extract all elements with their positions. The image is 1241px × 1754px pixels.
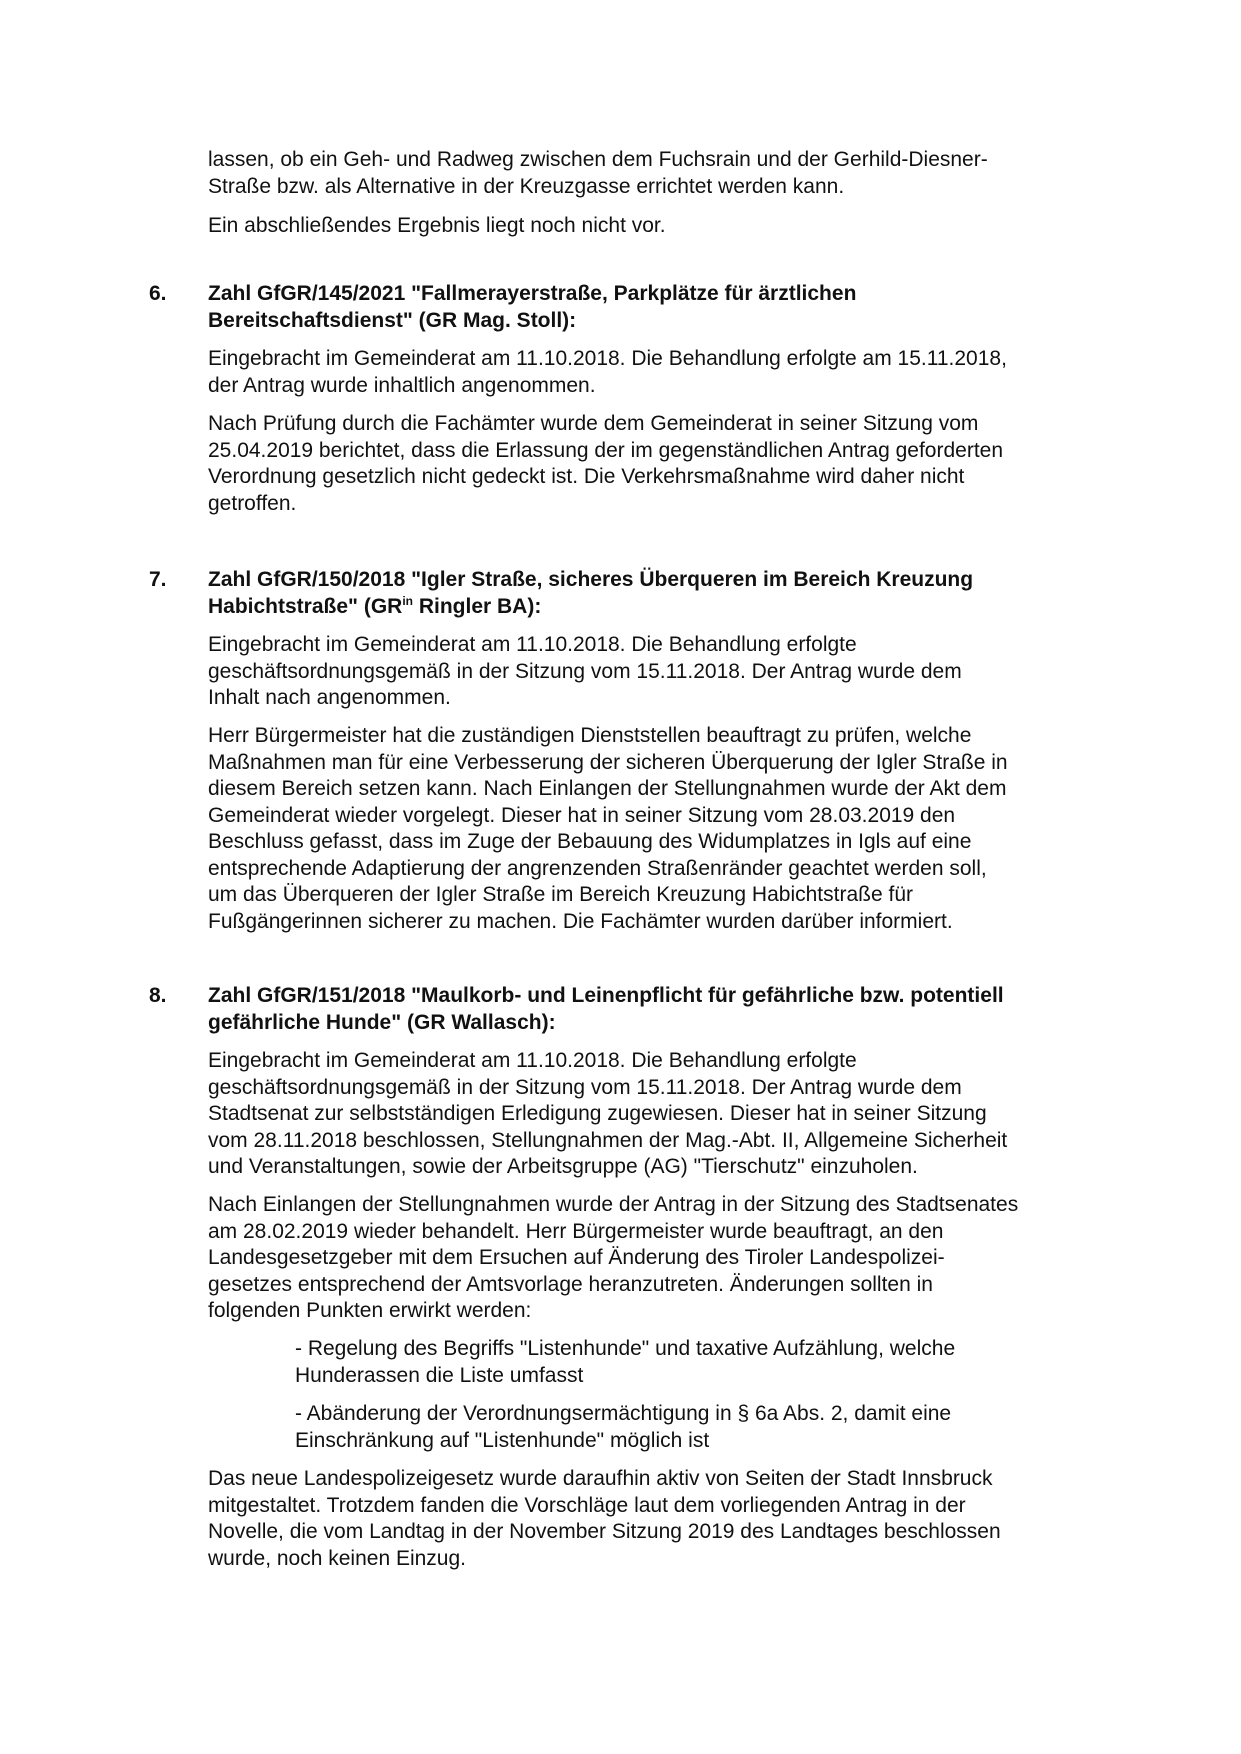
text-line: wurde, noch keinen Einzug. bbox=[208, 1546, 466, 1570]
superscript: in bbox=[402, 593, 413, 608]
text-line: lassen, ob ein Geh- und Radweg zwischen dem Fuchsrain und der Gerhild-Diesner- bbox=[208, 148, 988, 171]
heading-line: gefährliche Hunde" (GR Wallasch): bbox=[208, 1010, 556, 1034]
text-line: Landesgesetzgeber mit dem Ersuchen auf Änderung des Tiroler Landespolizei- bbox=[208, 1246, 945, 1269]
text-line: Einschränkung auf "Listenhunde" möglich ist bbox=[295, 1428, 710, 1452]
text-line: gesetzes entsprechend der Amtsvorlage heranzutreten. Änderungen sollten in bbox=[208, 1272, 933, 1296]
text-line: Inhalt nach angenommen. bbox=[208, 686, 451, 709]
text-line: Maßnahmen man für eine Verbesserung der sicheren Überquerung der Igler Straße in bbox=[208, 750, 1008, 774]
text-line: Hunderassen die Liste umfasst bbox=[295, 1363, 584, 1387]
heading-line: Zahl GfGR/151/2018 "Maulkorb- und Leinenpflicht für gefährliche bzw. potentiell bbox=[208, 984, 1004, 1007]
text-line: Nach Prüfung durch die Fachämter wurde dem Gemeinderat in seiner Sitzung vom bbox=[208, 412, 979, 435]
item-number-6: 6. bbox=[149, 282, 167, 305]
item-8-paragraph-2 bbox=[208, 1192, 1108, 1325]
text-line: Eingebracht im Gemeinderat am 11.10.2018. Die Behandlung erfolgte am 15.11.2018, bbox=[208, 347, 1007, 370]
intro-paragraph-2 bbox=[208, 213, 1108, 240]
text-line: Fußgängerinnen sicherer zu machen. Die Fachämter wurden darüber informiert. bbox=[208, 909, 953, 933]
item-8-paragraph-3 bbox=[208, 1466, 1108, 1572]
text-line: Ein abschließendes Ergebnis liegt noch nicht vor. bbox=[208, 214, 666, 237]
item-8-bullet-2 bbox=[295, 1401, 1095, 1454]
text-line: und Veranstaltungen, sowie der Arbeitsgruppe (AG) "Tierschutz" einzuholen. bbox=[208, 1155, 918, 1178]
text-line: Herr Bürgermeister hat die zuständigen Dienststellen beauftragt zu prüfen, welche bbox=[208, 724, 972, 747]
heading-line bbox=[208, 594, 1108, 621]
heading-line: Bereitschaftsdienst" (GR Mag. Stoll): bbox=[208, 308, 577, 332]
text-line: der Antrag wurde inhaltlich angenommen. bbox=[208, 373, 596, 397]
heading-text: Habichtstraße" (GR bbox=[208, 594, 403, 618]
text-line: Stadtsenat zur selbstständigen Erledigung zugewiesen. Dieser hat in seiner Sitzung bbox=[208, 1102, 987, 1125]
text-line: Nach Einlangen der Stellungnahmen wurde der Antrag in der Sitzung des Stadtsenates bbox=[208, 1193, 1019, 1216]
text-line: Verordnung gesetzlich nicht gedeckt ist. Die Verkehrsmaßnahme wird daher nicht bbox=[208, 465, 965, 488]
text-line: - Abänderung der Verordnungsermächtigung in § 6a Abs. 2, damit eine bbox=[295, 1402, 952, 1425]
text-line: folgenden Punkten erwirkt werden: bbox=[208, 1299, 532, 1322]
text-line: vom 28.11.2018 beschlossen, Stellungnahmen der Mag.-Abt. II, Allgemeine Sicherheit bbox=[208, 1128, 1008, 1152]
text-line: Gemeinderat wieder vorgelegt. Dieser hat in seiner Sitzung vom 28.03.2019 den bbox=[208, 803, 956, 827]
item-heading-8 bbox=[208, 983, 1108, 1036]
text-line: um das Überqueren der Igler Straße im Bereich Kreuzung Habichtstraße für bbox=[208, 883, 913, 906]
item-number-8: 8. bbox=[149, 984, 167, 1007]
item-7-paragraph-2 bbox=[208, 723, 1108, 935]
text-line: Beschluss gefasst, dass im Zuge der Bebauung des Widumplatzes in Igls auf eine bbox=[208, 830, 972, 853]
text-line: getroffen. bbox=[208, 491, 297, 515]
item-heading-6 bbox=[208, 281, 1108, 334]
text-line: geschäftsordnungsgemäß in der Sitzung vom 15.11.2018. Der Antrag wurde dem bbox=[208, 1075, 962, 1099]
text-line: Eingebracht im Gemeinderat am 11.10.2018. Die Behandlung erfolgte bbox=[208, 633, 857, 656]
text-line: Novelle, die vom Landtag in der November Sitzung 2019 des Landtages beschlossen bbox=[208, 1520, 1001, 1543]
heading-line: Zahl GfGR/145/2021 "Fallmerayerstraße, Parkplätze für ärztlichen bbox=[208, 282, 857, 305]
text-line: am 28.02.2019 wieder behandelt. Herr Bürgermeister wurde beauftragt, an den bbox=[208, 1219, 944, 1243]
intro-paragraph-1 bbox=[208, 147, 1108, 200]
text-line: entsprechende Adaptierung der angrenzenden Straßenränder geachtet werden soll, bbox=[208, 856, 987, 880]
text-line: diesem Bereich setzen kann. Nach Einlangen der Stellungnahmen wurde der Akt dem bbox=[208, 777, 1007, 800]
item-heading-7 bbox=[208, 567, 1108, 620]
item-8-bullet-1 bbox=[295, 1336, 1095, 1389]
item-6-paragraph-2 bbox=[208, 411, 1108, 517]
text-line: Straße bzw. als Alternative in der Kreuzgasse errichtet werden kann. bbox=[208, 174, 845, 198]
text-line: Eingebracht im Gemeinderat am 11.10.2018. Die Behandlung erfolgte bbox=[208, 1049, 857, 1072]
item-7-paragraph-1 bbox=[208, 632, 1108, 712]
text-line: Das neue Landespolizeigesetz wurde daraufhin aktiv von Seiten der Stadt Innsbruck bbox=[208, 1467, 993, 1490]
item-8-paragraph-1 bbox=[208, 1048, 1108, 1181]
text-line: - Regelung des Begriffs "Listenhunde" und taxative Aufzählung, welche bbox=[295, 1337, 956, 1360]
text-line: 25.04.2019 berichtet, dass die Erlassung der im gegenständlichen Antrag geforderten bbox=[208, 438, 1004, 462]
item-6-paragraph-1 bbox=[208, 346, 1108, 399]
text-line: mitgestaltet. Trotzdem fanden die Vorschläge laut dem vorliegenden Antrag in der bbox=[208, 1493, 966, 1517]
heading-line: Zahl GfGR/150/2018 "Igler Straße, sicheres Überqueren im Bereich Kreuzung bbox=[208, 568, 974, 591]
text-line: geschäftsordnungsgemäß in der Sitzung vom 15.11.2018. Der Antrag wurde dem bbox=[208, 659, 962, 683]
heading-text: Ringler BA): bbox=[413, 594, 542, 618]
item-number-7: 7. bbox=[149, 568, 167, 591]
